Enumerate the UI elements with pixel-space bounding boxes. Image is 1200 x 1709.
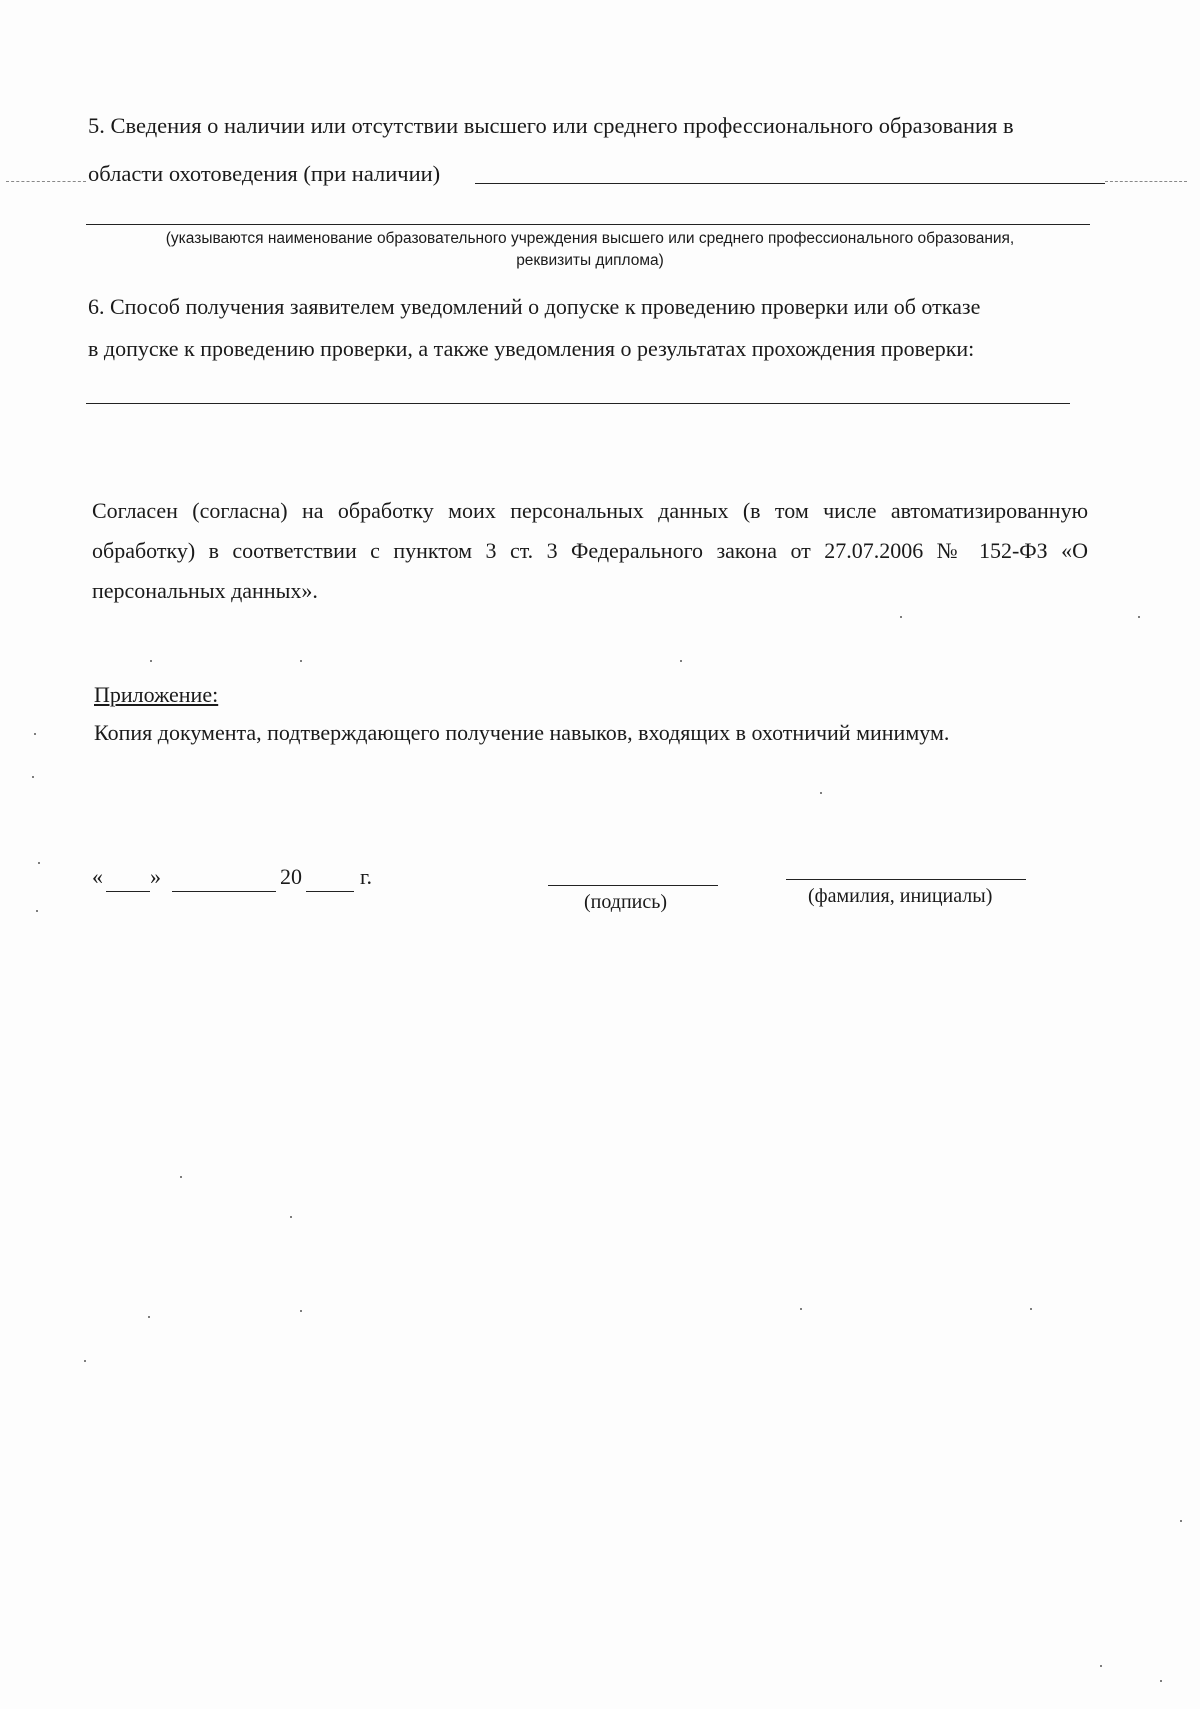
- scan-artifact-line-right: [1105, 181, 1187, 182]
- scan-speck: [1138, 616, 1140, 618]
- section5-line2: области охотоведения (при наличии): [88, 161, 441, 186]
- scan-speck: [300, 1310, 302, 1312]
- scan-speck: [300, 660, 302, 662]
- date-year-prefix: 20: [280, 864, 302, 889]
- scan-speck: [1100, 1665, 1102, 1667]
- date-quote-close: »: [150, 864, 161, 889]
- name-label: (фамилия, инициалы): [808, 885, 993, 907]
- scan-speck: [180, 1176, 182, 1178]
- scan-speck: [34, 733, 36, 735]
- scan-speck: [1030, 1308, 1032, 1310]
- scan-speck: [800, 1308, 802, 1310]
- scan-artifact-line: [6, 181, 86, 182]
- date-year-line: [306, 891, 354, 892]
- education-field-line-2: [86, 224, 1090, 225]
- scan-speck: [150, 660, 152, 662]
- scan-speck: [1160, 1680, 1162, 1682]
- date-month-line: [172, 891, 276, 892]
- scan-speck: [820, 792, 822, 794]
- consent-paragraph: Согласен (согласна) на обработку моих персональных данных (в том числе автоматизированную обработку) в соответствии с пунктом 3 ст. 3 Федерального закона от 27.07.2006 № 152-ФЗ «О персональных данных».: [92, 498, 1088, 603]
- notification-method-line: [86, 403, 1070, 404]
- signature-line: [548, 885, 718, 886]
- scan-speck: [84, 1360, 86, 1362]
- scan-speck: [900, 616, 902, 618]
- scan-speck: [290, 1216, 292, 1218]
- education-field-line-1: [475, 183, 1105, 184]
- signature-label: (подпись): [584, 891, 668, 913]
- section5-line1: 5. Сведения о наличии или отсутствии высшего или среднего профессионального образования в: [88, 113, 1014, 138]
- scan-speck: [1180, 1520, 1182, 1522]
- name-line: [786, 879, 1026, 880]
- date-day-line: [106, 891, 150, 892]
- appendix-text: Копия документа, подтверждающего получение навыков, входящих в охотничий минимум.: [94, 720, 950, 745]
- section6-line1: 6. Способ получения заявителем уведомлений о допуске к проведению проверки или об отказе: [88, 294, 981, 319]
- scan-speck: [148, 1316, 150, 1318]
- scan-speck: [38, 862, 40, 864]
- date-year-suffix: г.: [360, 864, 373, 889]
- scan-speck: [36, 910, 38, 912]
- date-quote-open: «: [92, 864, 103, 889]
- appendix-heading: Приложение:: [94, 682, 219, 707]
- scan-speck: [32, 776, 34, 778]
- section6-line2: в допуске к проведению проверки, а также уведомления о результатах прохождения проверки:: [88, 336, 975, 361]
- scan-speck: [680, 660, 682, 662]
- education-field-caption: (указываются наименование образовательного учреждения высшего или среднего профессионального образования, реквизиты диплома): [165, 230, 1015, 270]
